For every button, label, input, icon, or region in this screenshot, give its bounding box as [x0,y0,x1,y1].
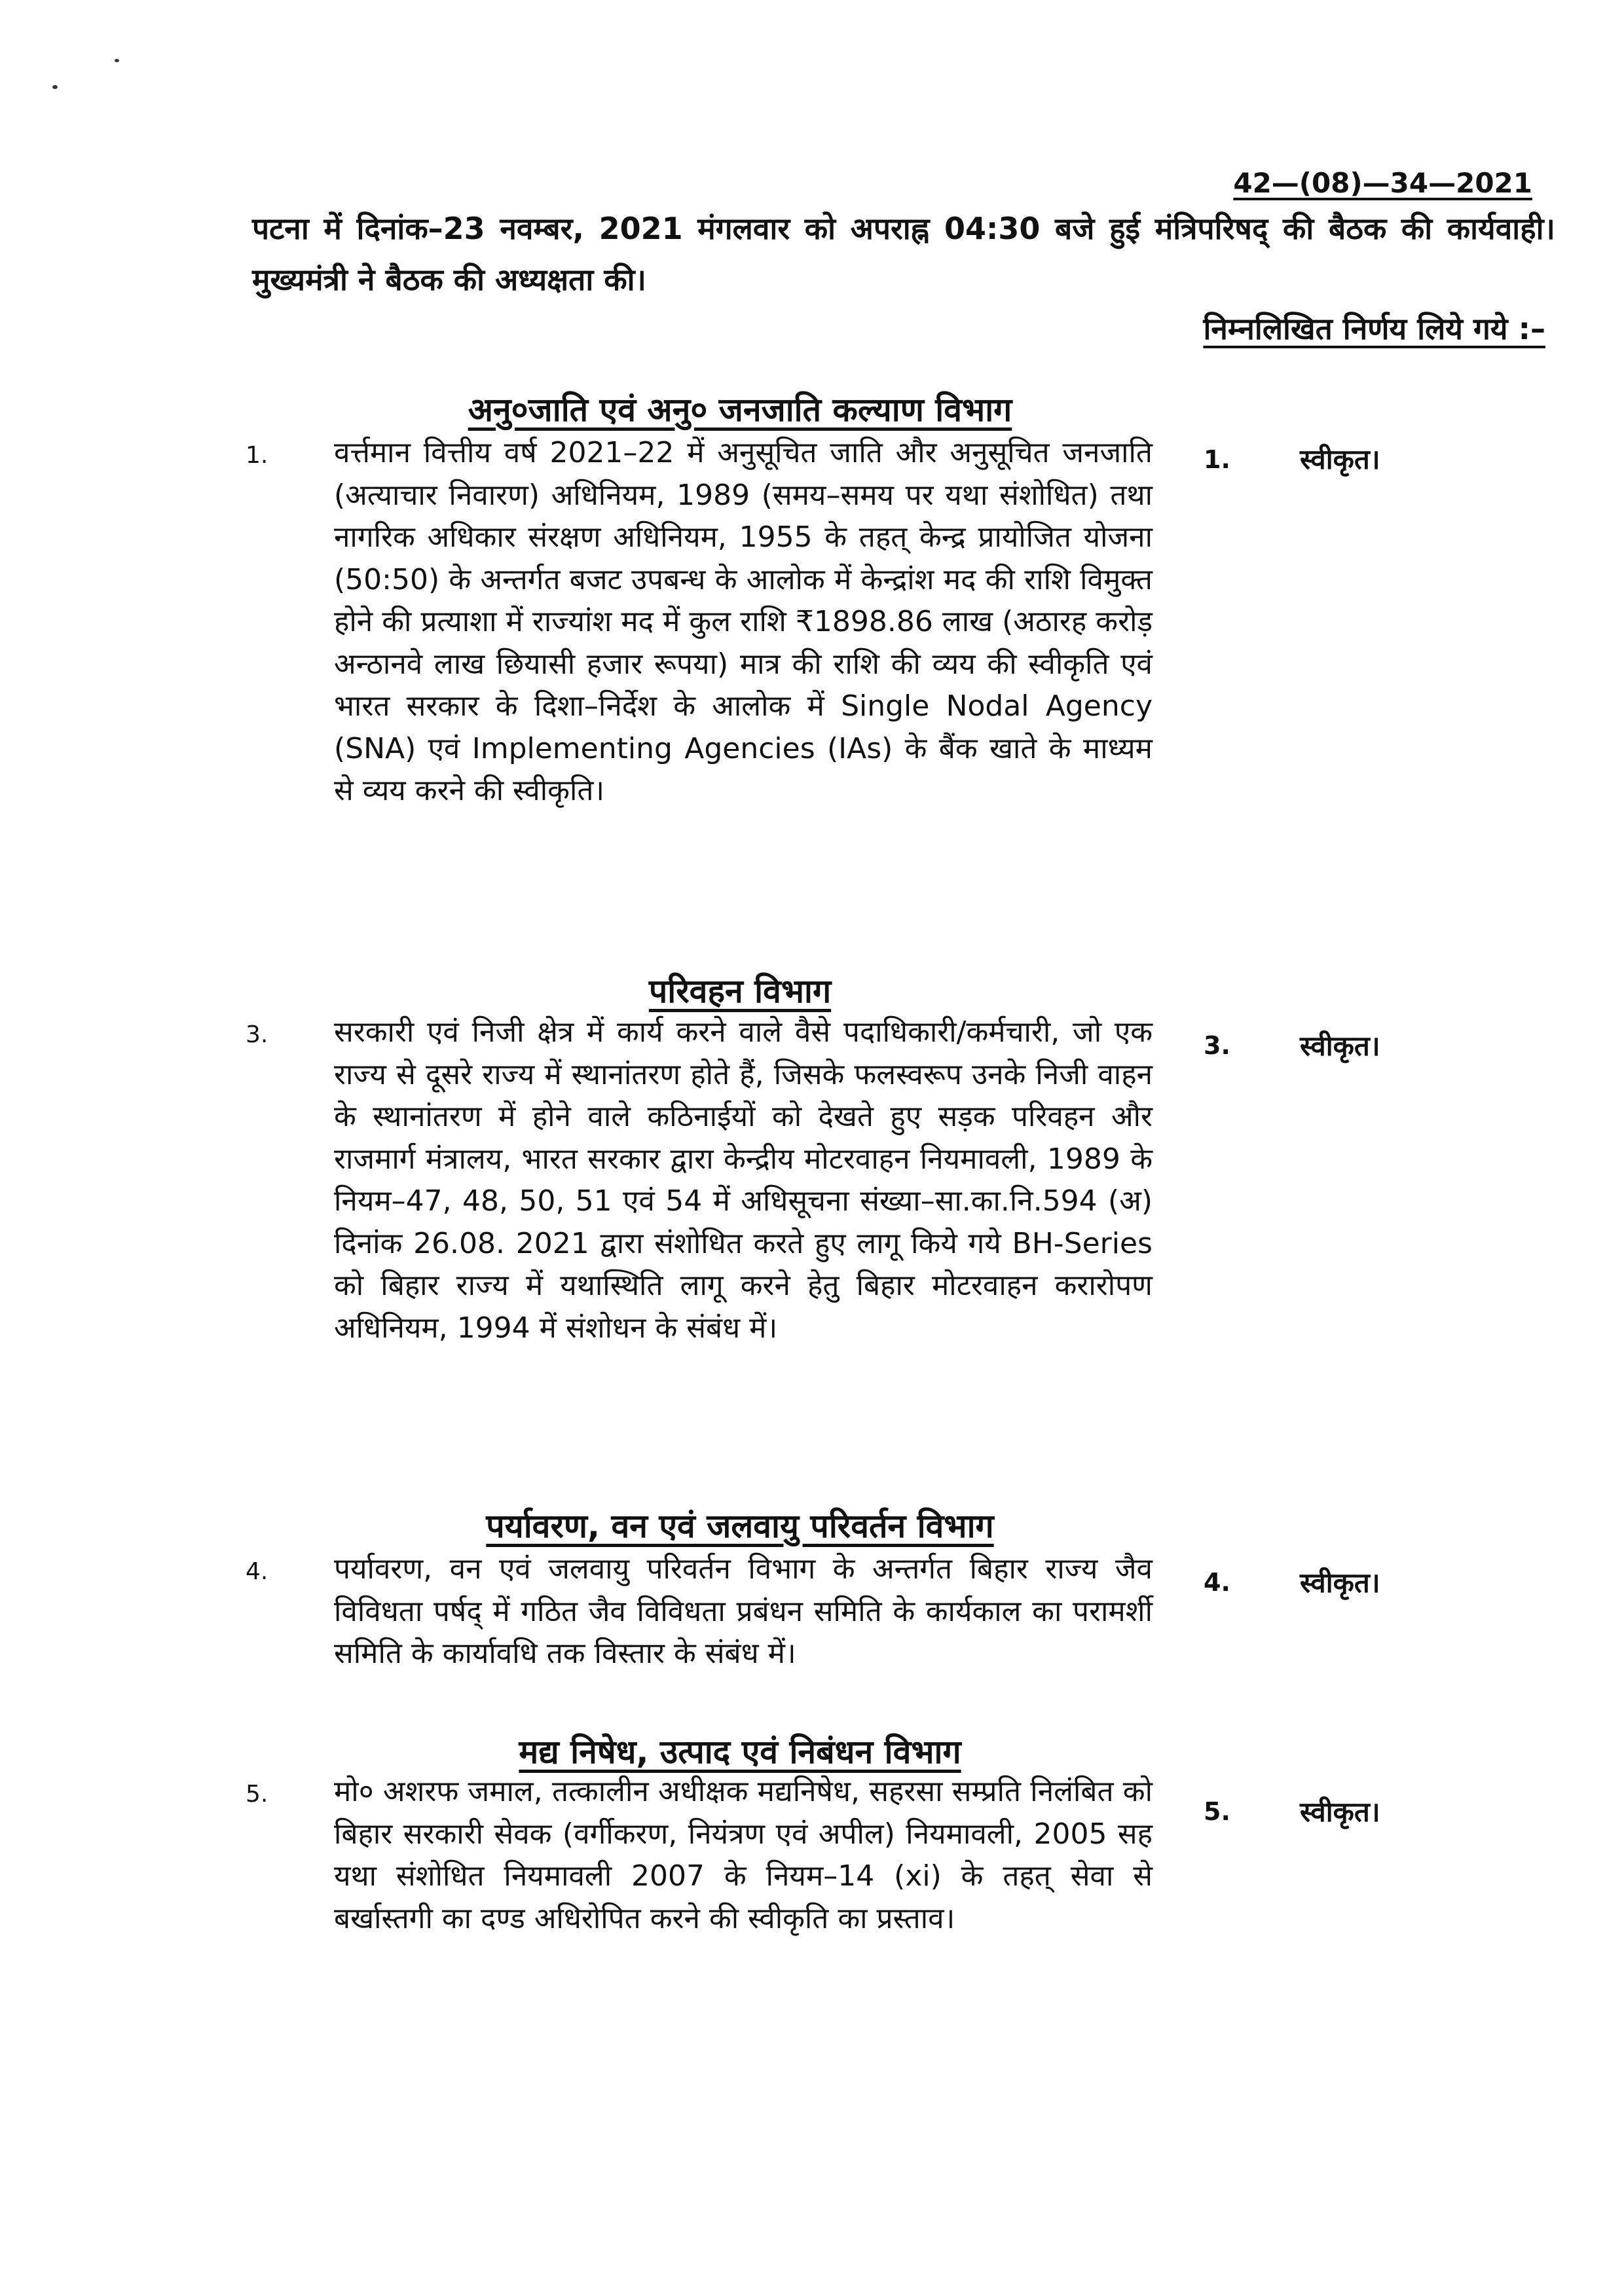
result-status: स्वीकृत। [1300,1796,1380,1828]
item-number: 4. [246,1558,268,1585]
scan-speck [52,85,58,89]
result-status: स्वीकृत। [1300,1030,1380,1062]
item-number: 1. [246,442,268,469]
result-status: स्वीकृत। [1300,443,1380,475]
result-number: 5. [1204,1797,1230,1826]
scan-speck [115,59,119,62]
item-text: मो० अशरफ जमाल, तत्कालीन अधीक्षक मद्यनिषेध, सहरसा सम्प्रति निलंबित को बिहार सरकारी सेवक (वर्गीकरण, नियंत्रण एवं अपील) नियमावली, 2005 सह यथा संशोधित नियमावली 2007 के नियम–14 (xi) के तहत् सेवा से बर्खास्तगी का दण्ड अधिरोपित करने की स्वीकृति का प्रस्ताव। [334,1775,1153,1935]
result-status: स्वीकृत। [1300,1567,1380,1599]
reference-number: 42—(08)—34—2021 [1233,167,1532,199]
result-number: 3. [1204,1031,1230,1060]
department-heading: परिवहन विभाग [648,972,832,1010]
result-number: 4. [1204,1568,1230,1597]
item-number: 3. [246,1021,268,1048]
item-number: 5. [246,1781,268,1808]
decisions-subheading: निम्नलिखित निर्णय लिये गये :– [1203,311,1545,346]
department-heading: मद्य निषेध, उत्पाद एवं निबंधन विभाग [519,1733,961,1771]
item-text: सरकारी एवं निजी क्षेत्र में कार्य करने वाले वैसे पदाधिकारी/कर्मचारी, जो एक राज्य से दूसरे राज्य में स्थानांतरण होते हैं, जिसके फलस्वरूप उनके निजी वाहन के स्थानांतरण में होने वाले कठिनाईयों को देखते हुए सड़क परिवहन और राजमार्ग मंत्रालय, भारत सरकार द्वारा केन्द्रीय मोटरवाहन नियमावली, 1989 के नियम–47, 48, 50, 51 एवं 54 में अधिसूचना संख्या–सा.का.नि.594 (अ) दिनांक 26.08. 2021 द्वारा संशोधित करते हुए लागू किये गये BH-Series को बिहार राज्य में यथास्थिति लागू करने हेतु बिहार मोटरवाहन करारोपण अधिनियम, 1994 में संशोधन के संबंध में। [334,1015,1153,1345]
meeting-heading: पटना में दिनांक–23 नवम्बर, 2021 मंगलवार को अपराह्न 04:30 बजे हुई मंत्रिपरिषद् की बैठक की कार्यवाही। मुख्यमंत्री ने बैठक की अध्यक्षता की। [252,211,1555,297]
department-heading: पर्यावरण, वन एवं जलवायु परिवर्तन विभाग [486,1507,994,1545]
item-text: पर्यावरण, वन एवं जलवायु परिवर्तन विभाग के अन्तर्गत बिहार राज्य जैव विविधता पर्षद् में गठित जैव विविधता प्रबंधन समिति के कार्यकाल का परामर्शी समिति के कार्यावधि तक विस्तार के संबंध में। [334,1552,1153,1670]
result-number: 1. [1204,445,1230,474]
department-heading: अनु०जाति एवं अनु० जनजाति कल्याण विभाग [468,391,1012,429]
item-text: वर्त्तमान वित्तीय वर्ष 2021–22 में अनुसूचित जाति और अनुसूचित जनजाति (अत्याचार निवारण) अधिनियम, 1989 (समय–समय पर यथा संशोधित) तथा नागरिक अधिकार संरक्षण अधिनियम, 1955 के तहत् केन्द्र प्रायोजित योजना (50:50) के अन्तर्गत बजट उपबन्ध के आलोक में केन्द्रांश मद की राशि विमुक्त होने की प्रत्याशा में राज्यांश मद में कुल राशि ₹1898.86 लाख (अठारह करोड़ अन्ठानवे लाख छियासी हजार रूपया) मात्र की राशि की व्यय की स्वीकृति एवं भारत सरकार के दिशा–निर्देश के आलोक में Single Nodal Agency (SNA) एवं Implementing Agencies (IAs) के बैंक खाते के माध्यम से व्यय करने की स्वीकृति। [334,436,1153,807]
